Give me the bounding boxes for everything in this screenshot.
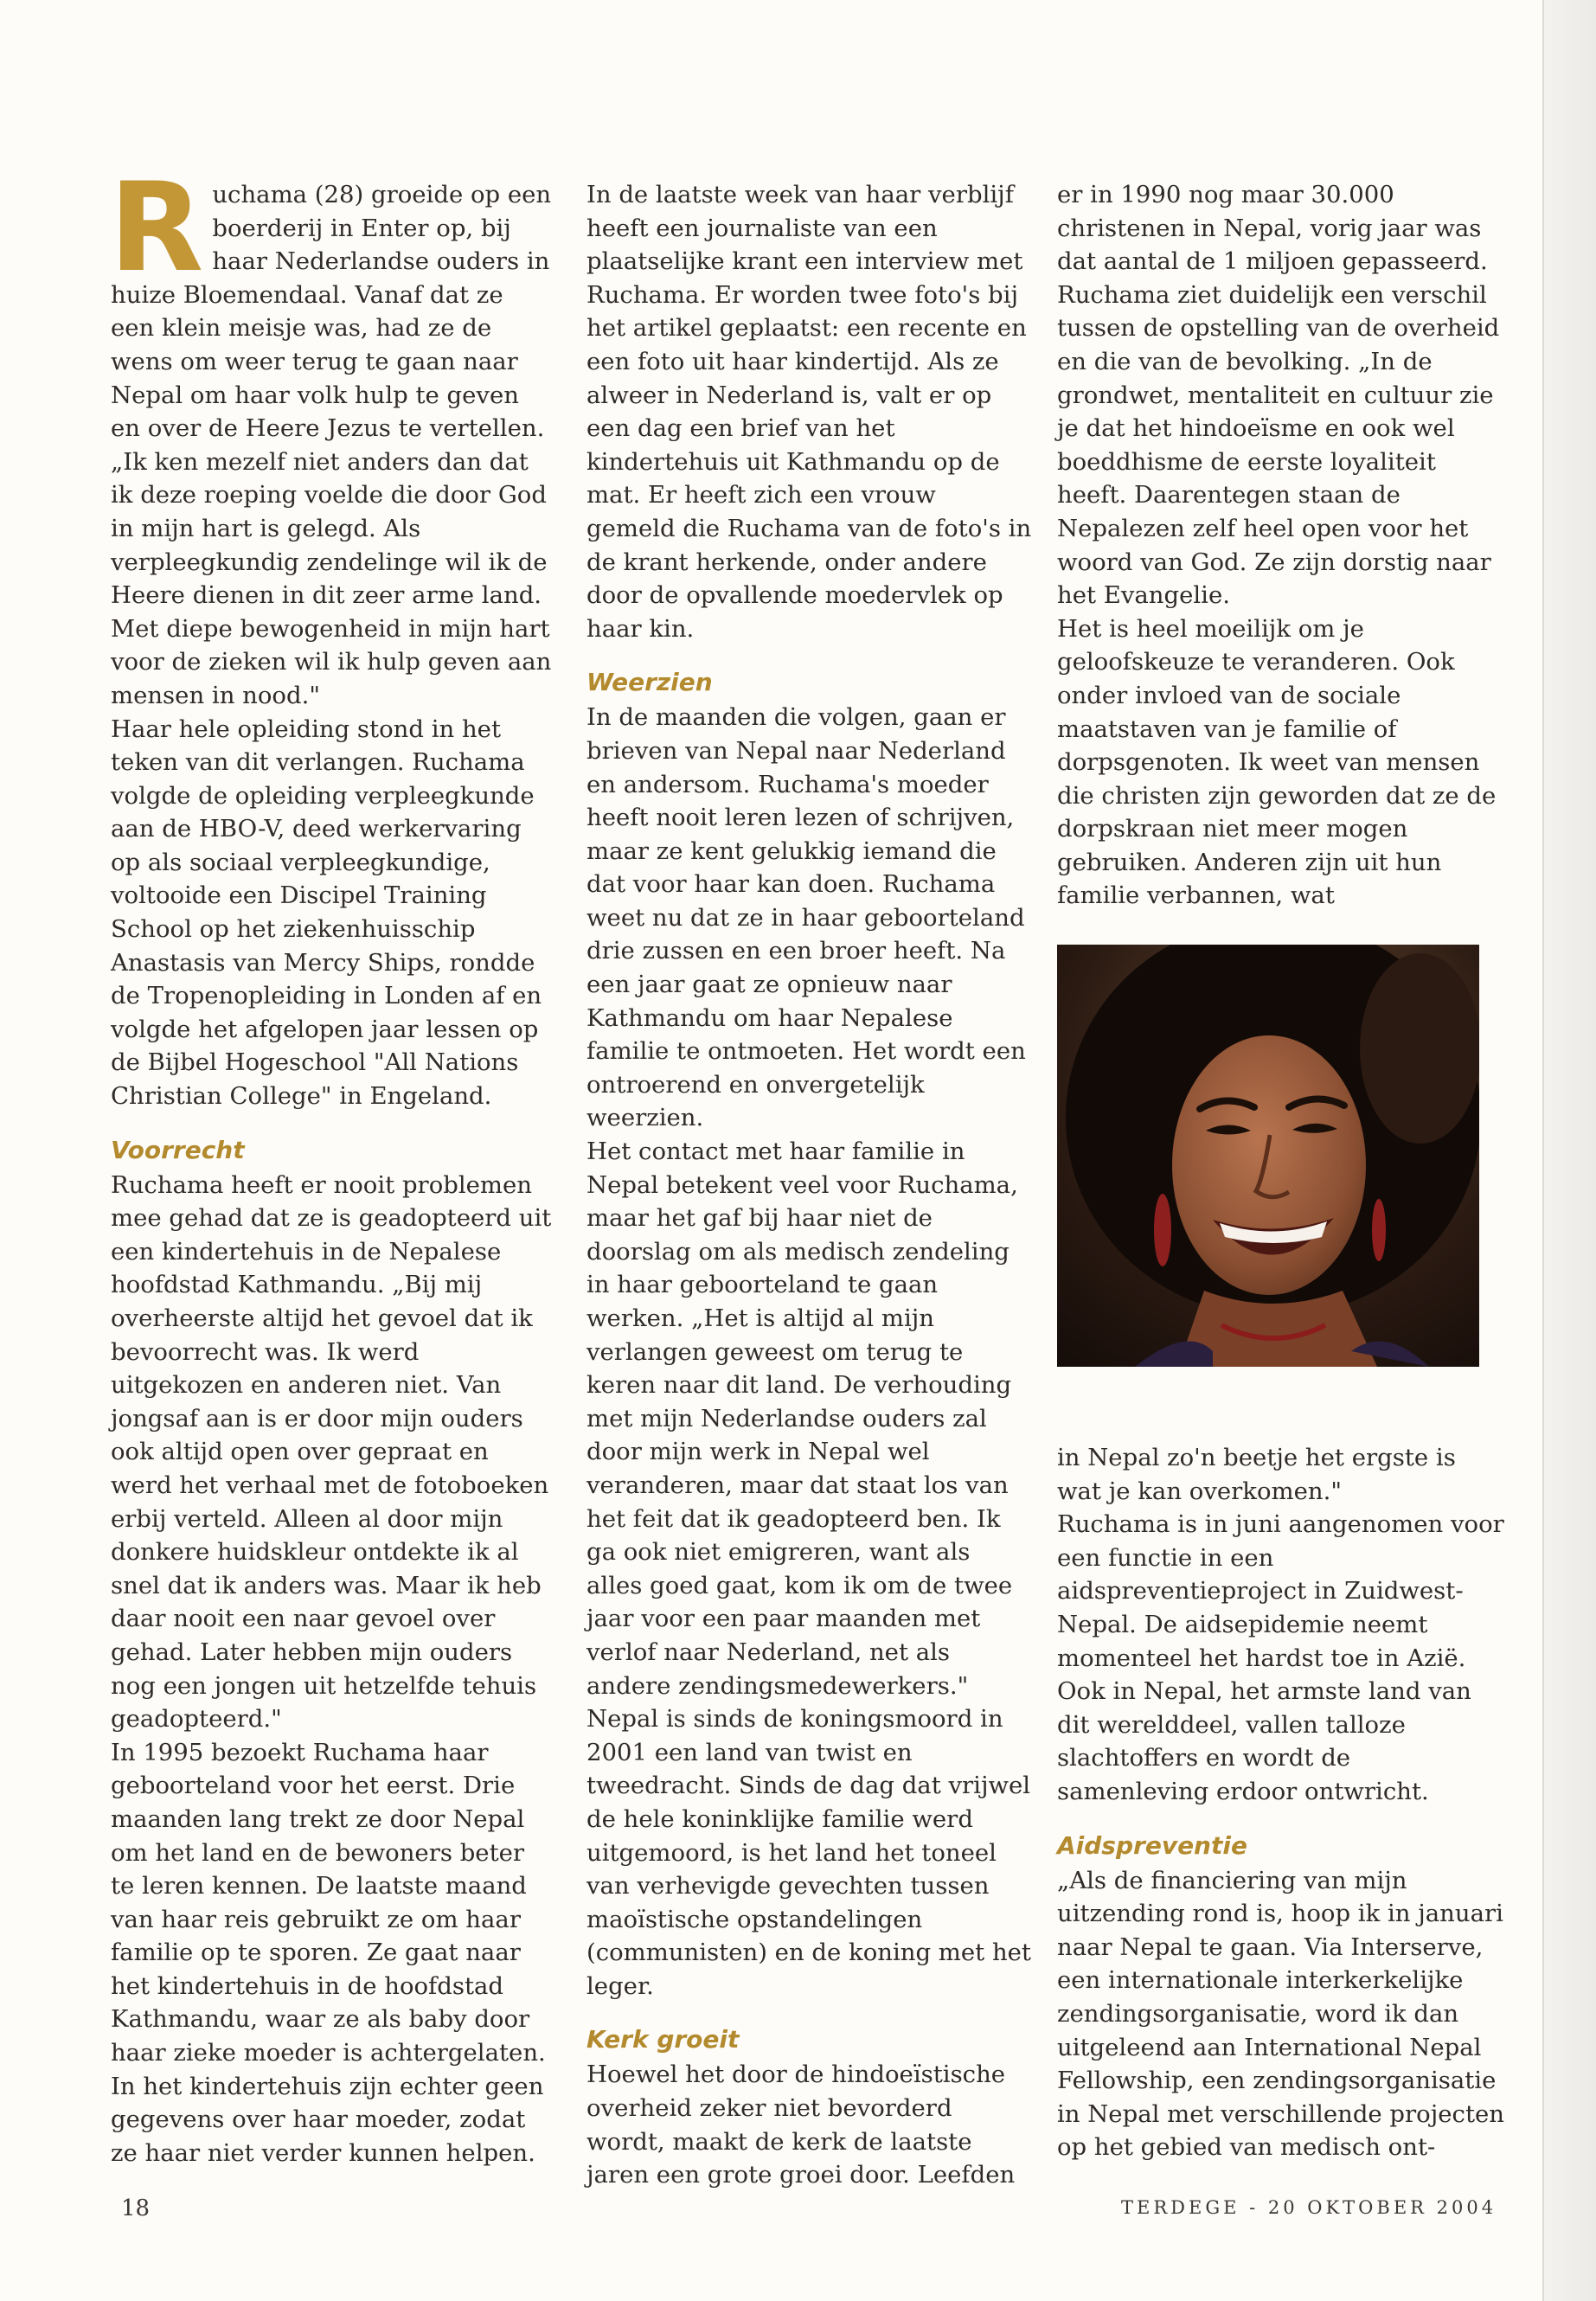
paragraph: in Nepal zo'n beetje het ergste is wat je kan overkomen." — [1057, 1444, 1456, 1505]
paragraph: Nepal is sinds de koningsmoord in 2001 een land van twist en tweedracht. Sinds de dag dat vrijwel de hele koninklijke familie werd uitgemoord, is het land het toneel van verhevigde gevechten tussen maoïstische opstandelingen (communisten) en de koning met het leger. — [586, 1705, 1031, 2000]
paragraph: Ruchama heeft er nooit problemen mee gehad dat ze is geadopteerd uit een kindertehuis in de Nepalese hoofdstad Kathmandu. „Bij mij overheerste altijd het gevoel dat ik bevoorrecht was. Ik werd uitgekozen en anderen niet. Van jongsaf aan is er door mijn ouders ook altijd open over gepraat en werd het verhaal met de fotoboeken erbij verteld. Alleen al door mijn donkere huidskleur ontdekte ik al snel dat ik anders was. Maar ik heb daar nooit een naar gevoel over gehad. Later hebben mijn ouders nog een jongen uit hetzelfde tehuis geadopteerd." — [111, 1170, 552, 1734]
paragraph: „Als de financiering van mijn uitzending rond is, hoop ik in januari naar Nepal te gaan. Via Interserve, een internationale interkerkelijke zendingsorganisatie, word ik dan uitgeleend aan International Nepal Fellowship, een zendingsorganisatie in Nepal met verschillende projecten op het gebied van medisch ont- — [1057, 1866, 1504, 2162]
paragraph: uchama (28) groeide op een boerderij in Enter op, bij haar Nederlandse ouders in huize Bloemendaal. Vanaf dat ze een klein meisje was, had ze de wens om weer terug te gaan naar Nepal om haar volk hulp te geven en over de Heere Jezus te vertellen. „Ik ken mezelf niet anders dan dat ik deze roeping voelde die door God in mijn hart is gelegd. Als verpleegkundig zendelinge wil ik de Heere dienen in dit zeer arme land. Met diepe bewogenheid in mijn hart voor de zieken wil ik hulp geven aan mensen in nood." — [111, 181, 552, 709]
paragraph: Het contact met haar familie in Nepal betekent veel voor Ruchama, maar het gaf bij haar niet de doorslag om als medisch zendeling in haar geboorteland te gaan werken. „Het is altijd al mijn verlangen geweest om terug te keren naar dit land. De verhouding met mijn Nederlandse ouders zal door mijn werk in Nepal wel veranderen, maar dat staat los van het feit dat ik geadopteerd ben. Ik ga ook niet emigreren, want als alles goed gaat, kom ik om de twee jaar voor een paar maanden met verlof naar Nederland, net als andere zendingsmedewerkers." — [586, 1138, 1018, 1700]
paragraph: Ruchama is in juni aangenomen voor een functie in een aidspreventieproject in Zuidwest-Nepal. De aidsepidemie neemt momenteel het hardst toe in Azië. Ook in Nepal, het armste land van dit werelddeel, vallen talloze slachtoffers en wordt de samenleving erdoor ontwricht. — [1057, 1510, 1504, 1805]
portrait-photo — [1057, 945, 1479, 1367]
paragraph: In de maanden die volgen, gaan er brieven van Nepal naar Nederland en andersom. Ruchama's moeder heeft nooit leren lezen of schrijven, maar ze kent gelukkig iemand die dat voor haar kan doen. Ruchama weet nu dat ze in haar geboorteland drie zussen en een broer heeft. Na een jaar gaat ze opnieuw naar Kathmandu om haar Nepalese familie te ontmoeten. Het wordt een ontroerend en onvergetelijk weerzien. — [586, 703, 1026, 1132]
column-1 — [109, 157, 552, 2170]
drop-cap: R — [109, 157, 204, 299]
paragraph: er in 1990 nog maar 30.000 christenen in Nepal, vorig jaar was dat aantal de 1 miljoen gepasseerd. Ruchama ziet duidelijk een verschil tussen de opstelling van de overheid en die van de bevolking. „In de grondwet, mentaliteit en cultuur zie je dat het hindoeïsme en ook wel boeddhisme de eerste loyaliteit heeft. Daarentegen staan de Nepalezen zelf heel open voor het woord van God. Ze zijn dorstig naar het Evangelie. — [1057, 181, 1500, 610]
publication-footer: TERDEGE - 20 OKTOBER 2004 — [1121, 2197, 1497, 2218]
column-3-bottom — [1057, 1441, 1507, 2164]
column-3-top — [1057, 178, 1507, 913]
paragraph: Hoewel het door de hindoeïstische overheid zeker niet bevorderd wordt, maakt de kerk de laatste jaren een grote groei door. Leefden — [586, 2061, 1016, 2189]
paragraph: Het is heel moeilijk om je geloofskeuze te veranderen. Ook onder invloed van de sociale maatstaven van je familie of dorpsgenoten. Ik weet van mensen die christen zijn geworden dat ze de dorpskraan niet meer mogen gebruiken. Anderen zijn uit hun familie verbannen, wat — [1057, 614, 1497, 910]
portrait-illustration — [1057, 945, 1479, 1367]
paragraph: In 1995 bezoekt Ruchama haar geboorteland voor het eerst. Drie maanden lang trekt ze door Nepal om het land en de bewoners beter te leren kennen. De laatste maand van haar reis gebruikt ze om haar familie op te sporen. Ze gaat naar het kindertehuis in de hoofdstad Kathmandu, waar ze als baby door haar zieke moeder is achtergelaten. In het kindertehuis zijn echter geen gegevens over haar moeder, zodat ze haar niet verder kunnen helpen. — [111, 1738, 546, 2167]
paragraph: In de laatste week van haar verblijf heeft een journaliste van een plaatselijke krant een interview met Ruchama. Er worden twee foto's bij het artikel geplaatst: een recente en een foto uit haar kindertijd. Als ze alweer in Nederland is, valt er op een dag een brief van het kindertehuis uit Kathmandu op de mat. Er heeft zich een vrouw gemeld die Ruchama van de foto's in de krant herkende, onder andere door de opvallende moedervlek op haar kin. — [586, 181, 1032, 643]
heading-aidspreventie: Aidspreventie — [1057, 1830, 1247, 1860]
paragraph: Haar hele opleiding stond in het teken van dit verlangen. Ruchama volgde de opleiding verpleegkunde aan de HBO-V, deed werkervaring op als sociaal verpleegkundige, voltooide een Discipel Training School op het ziekenhuisschip Anastasis van Mercy Ships, rondde de Tropenopleiding in Londen af en volgde het afgelopen jaar lessen op de Bijbel Hogeschool "All Nations Christian College" in Engeland. — [111, 715, 542, 1111]
column-2 — [586, 178, 1032, 2192]
page-edge — [1542, 0, 1596, 2301]
heading-voorrecht: Voorrecht — [111, 1135, 245, 1164]
heading-weerzien: Weerzien — [586, 668, 713, 697]
heading-kerk-groeit: Kerk groeit — [586, 2025, 740, 2054]
page-number: 18 — [121, 2195, 151, 2221]
